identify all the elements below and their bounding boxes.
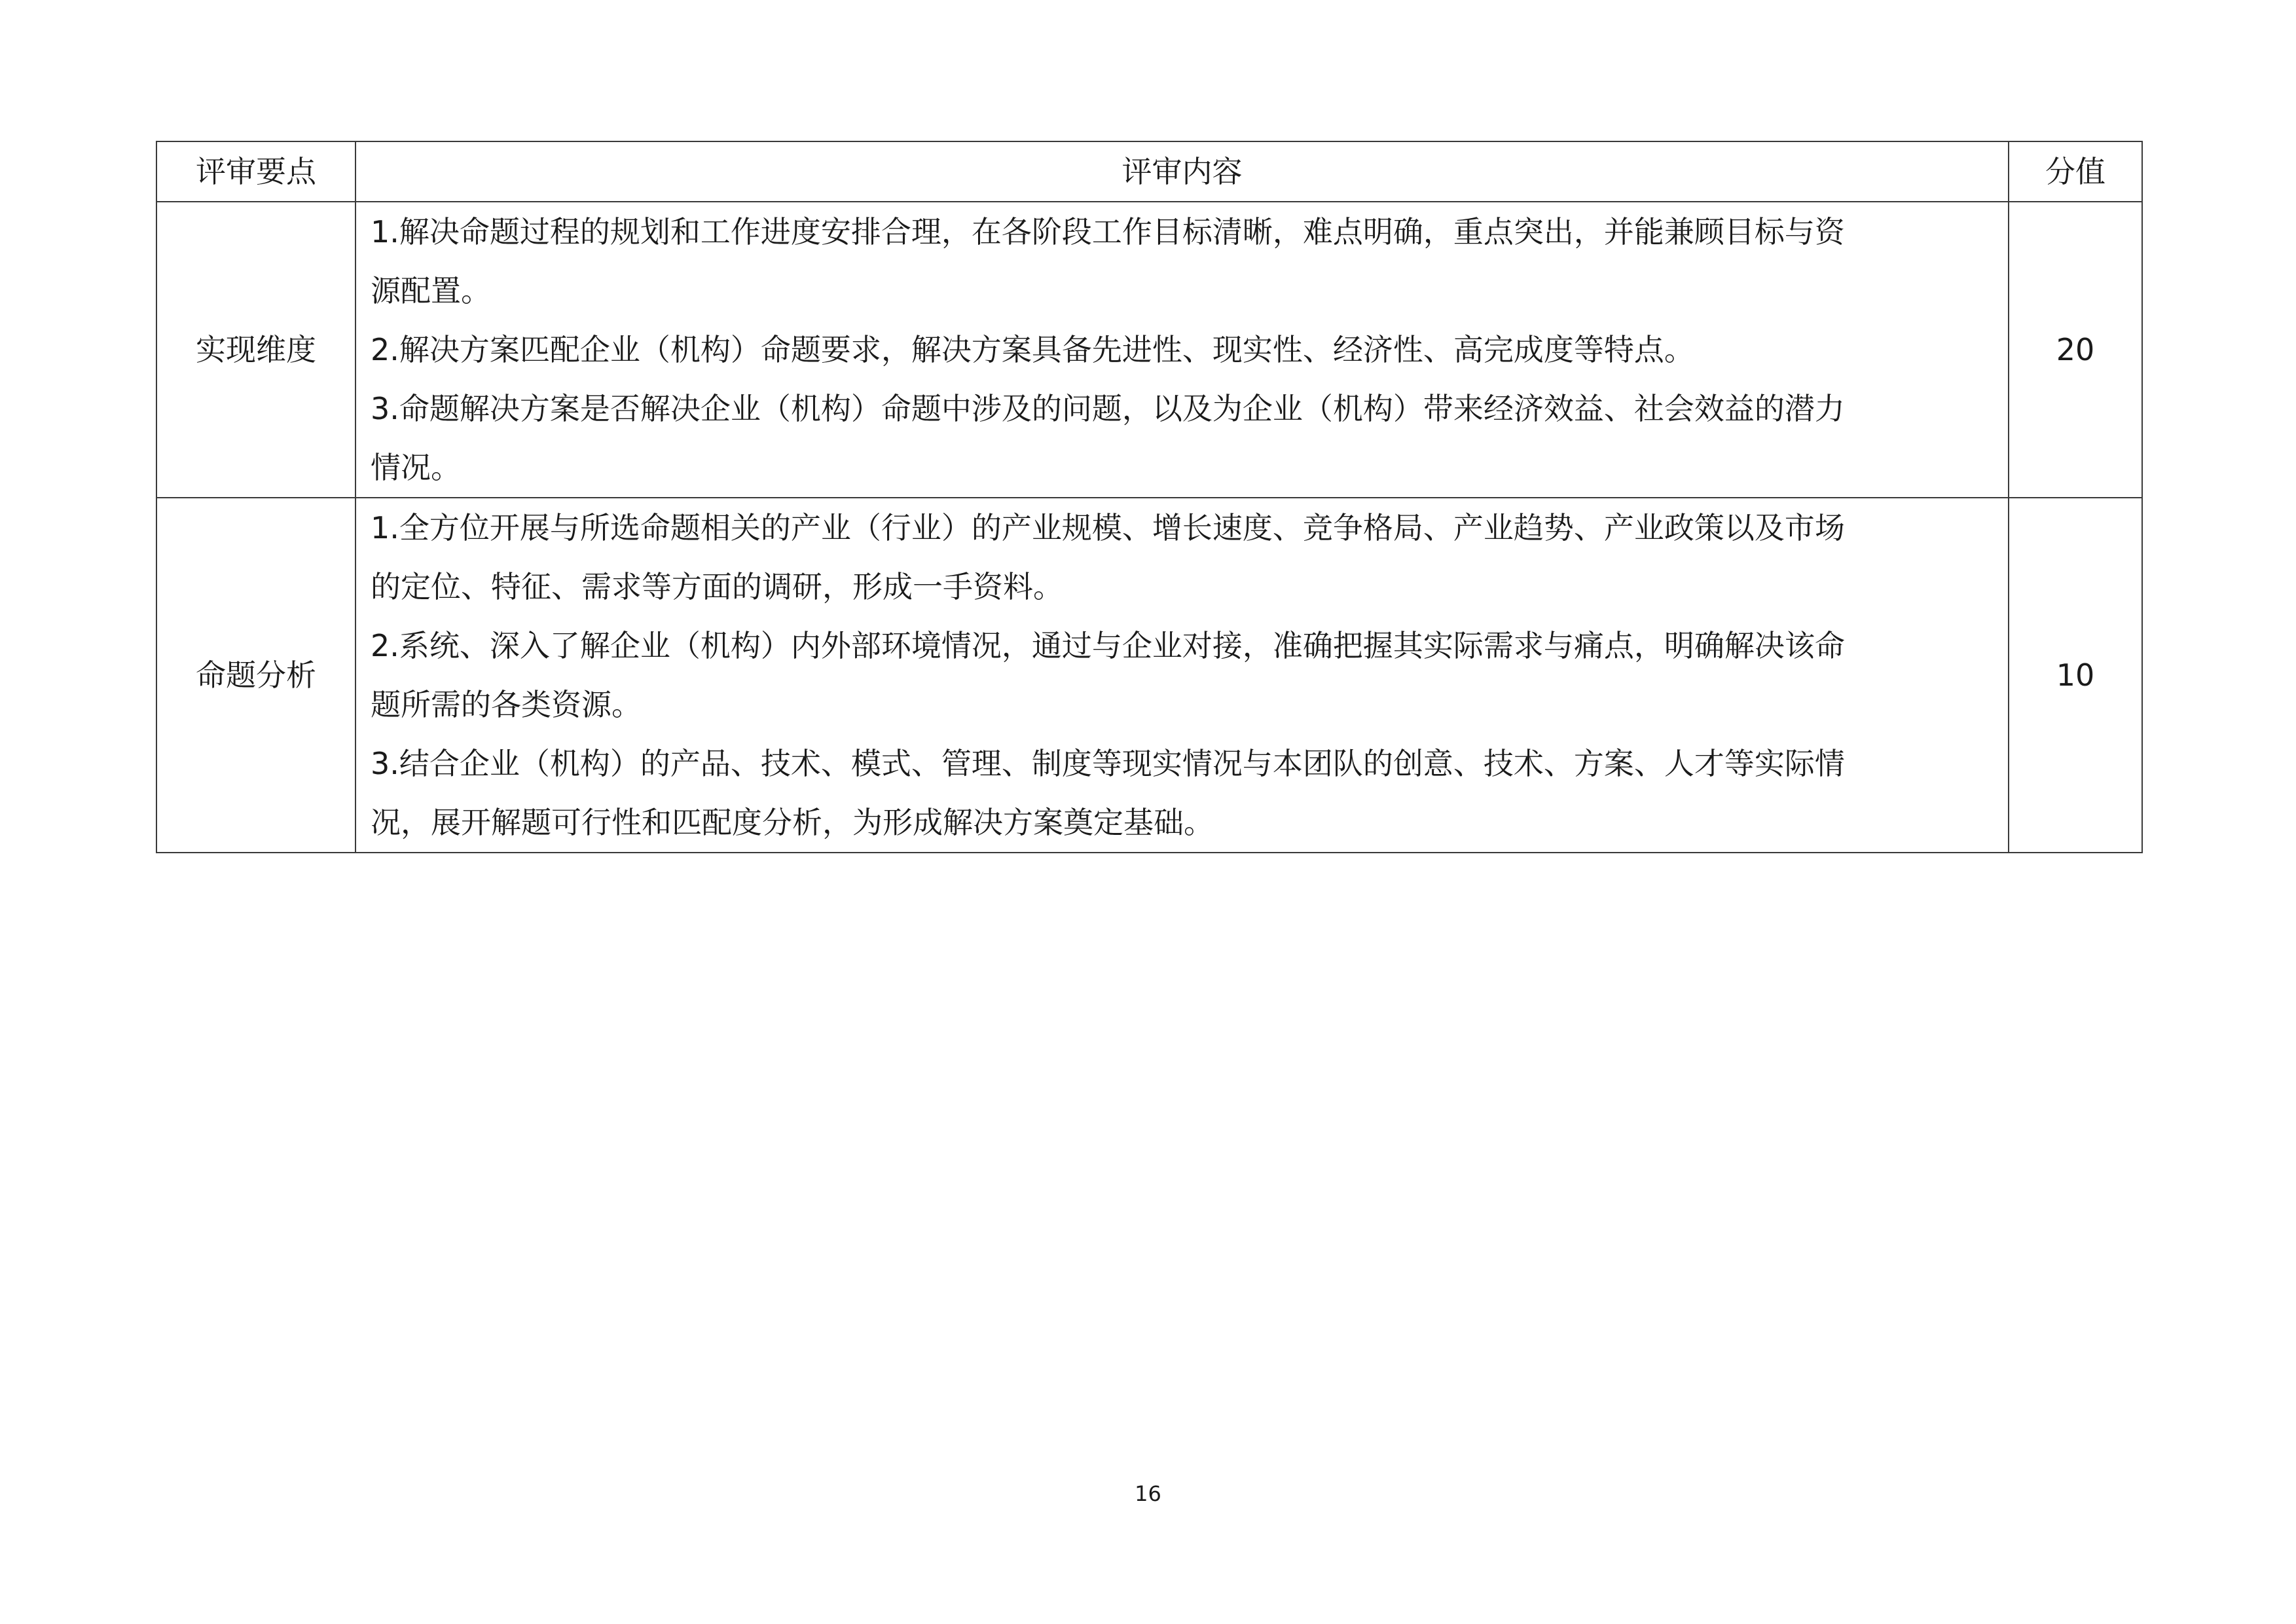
content-line: 1.全方位开展与所选命题相关的产业（行业）的产业规模、增长速度、竞争格局、产业趋势、产业政策以及市场 <box>371 510 1845 545</box>
table-row <box>156 202 2142 498</box>
content-line: 况，展开解题可行性和匹配度分析，为形成解决方案奠定基础。 <box>371 805 1214 840</box>
row-content-cell <box>355 202 2009 498</box>
content-line: 情况。 <box>371 450 461 485</box>
content-line: 的定位、特征、需求等方面的调研，形成一手资料。 <box>371 569 1063 604</box>
content-line: 3.命题解决方案是否解决企业（机构）命题中涉及的问题，以及为企业（机构）带来经济效益、社会效益的潜力 <box>371 391 1845 426</box>
row-content-cell <box>355 498 2009 853</box>
row-key-cell: 实现维度 <box>156 202 355 498</box>
header-score: 分值 <box>2009 141 2142 202</box>
review-criteria-table <box>156 141 2143 853</box>
table-header-row <box>156 141 2142 202</box>
content-line: 2.解决方案匹配企业（机构）命题要求，解决方案具备先进性、现实性、经济性、高完成度等特点。 <box>371 332 1694 367</box>
header-review-key: 评审要点 <box>156 141 355 202</box>
content-line: 题所需的各类资源。 <box>371 687 642 722</box>
content-line: 源配置。 <box>371 273 491 308</box>
header-review-content: 评审内容 <box>355 141 2009 202</box>
content-line: 2.系统、深入了解企业（机构）内外部环境情况，通过与企业对接，准确把握其实际需求与痛点，明确解决该命 <box>371 628 1845 663</box>
content-line: 3.结合企业（机构）的产品、技术、模式、管理、制度等现实情况与本团队的创意、技术、方案、人才等实际情 <box>371 746 1845 781</box>
row-score-cell: 10 <box>2009 498 2142 853</box>
page-number: 16 <box>1135 1481 1161 1506</box>
row-score-cell: 20 <box>2009 202 2142 498</box>
table-row <box>156 498 2142 853</box>
row-key-cell: 命题分析 <box>156 498 355 853</box>
content-line: 1.解决命题过程的规划和工作进度安排合理，在各阶段工作目标清晰，难点明确，重点突出，并能兼顾目标与资 <box>371 214 1845 249</box>
